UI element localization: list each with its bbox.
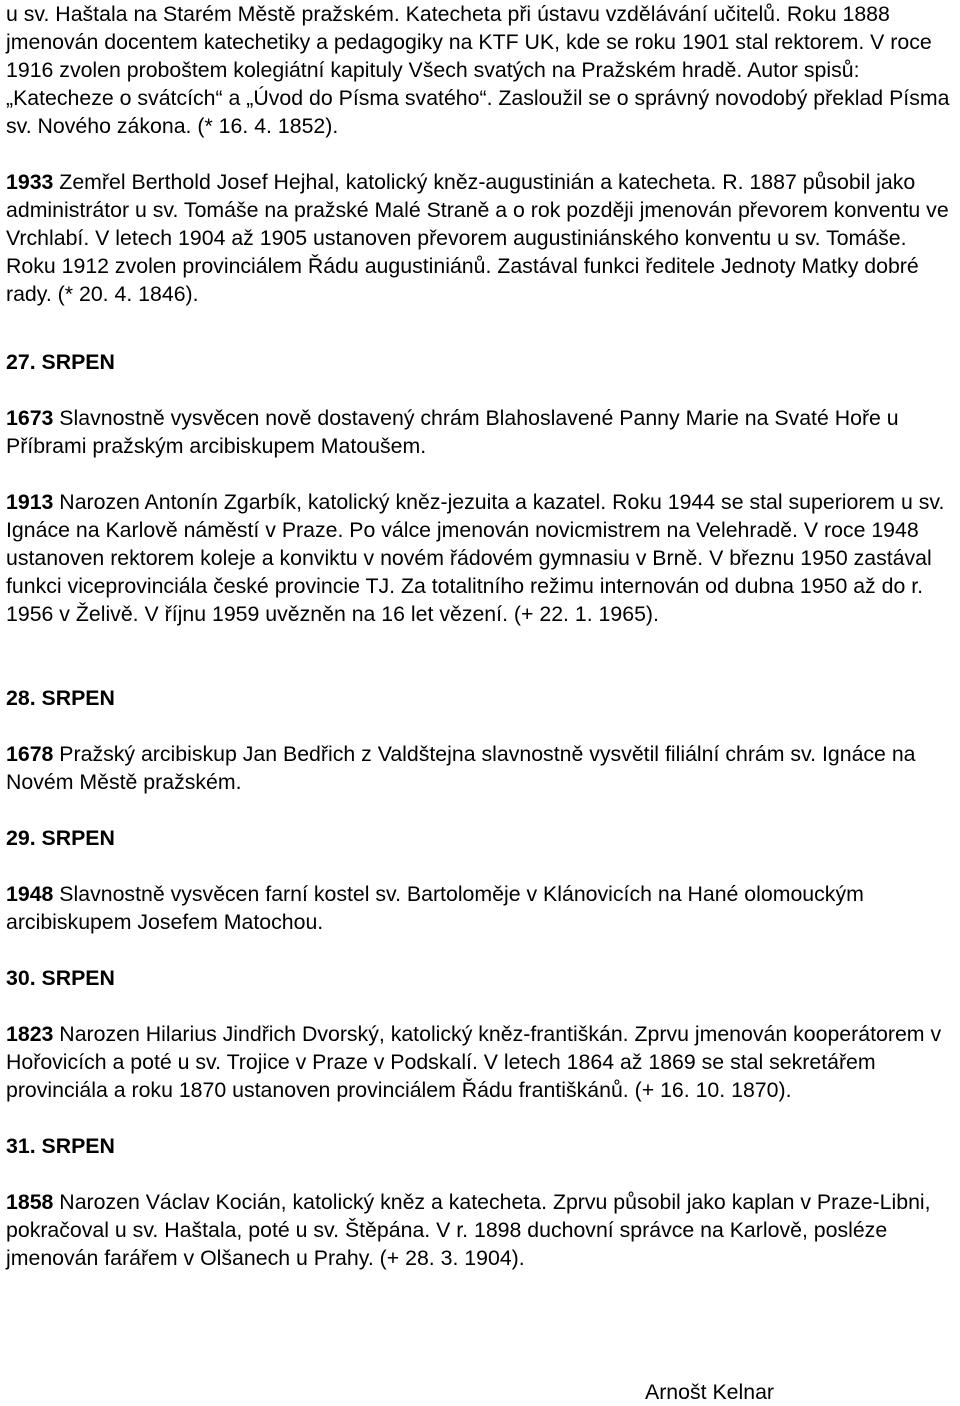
heading-27-srpen: 27. SRPEN xyxy=(6,350,115,374)
entry-text: Pražský arcibiskup Jan Bedřich z Valdštejna slavnostně vysvětil filiální chrám sv. Ignáce na Novém Městě pražském. xyxy=(6,742,916,794)
entry-1933 xyxy=(6,168,958,308)
entry-year: 1933 xyxy=(6,170,54,194)
heading-28-srpen: 28. SRPEN xyxy=(6,686,115,710)
document-page xyxy=(6,0,958,1272)
entry-1823 xyxy=(6,1020,958,1104)
entry-year: 1673 xyxy=(6,406,54,430)
heading-31-srpen: 31. SRPEN xyxy=(6,1134,115,1158)
entry-1913 xyxy=(6,488,958,628)
entry-1948 xyxy=(6,880,958,936)
entry-year: 1858 xyxy=(6,1190,54,1214)
entry-year: 1678 xyxy=(6,742,54,766)
entry-year: 1823 xyxy=(6,1022,54,1046)
entry-text: Slavnostně vysvěcen farní kostel sv. Bartoloměje v Klánovicích na Hané olomouckým arcibiskupem Josefem Matochou. xyxy=(6,882,864,934)
entry-1678 xyxy=(6,740,958,796)
heading-30-srpen: 30. SRPEN xyxy=(6,966,115,990)
entry-year: 1913 xyxy=(6,490,54,514)
intro-paragraph: u sv. Haštala na Starém Městě pražském. Katecheta při ústavu vzdělávání učitelů. Roku 1888 jmenován docentem katechetiky a pedagogiky na KTF UK, kde se roku 1901 stal rektorem. V roce 1916 zvolen proboštem kolegiátní kapituly Všech svatých na Pražském hradě. Autor spisů: „Katecheze o svátcích“ a „Úvod do Písma svatého“. Zasloužil se o správný novodobý překlad Písma sv. Nového zákona. (* 16. 4. 1852). xyxy=(6,2,950,138)
entry-1673 xyxy=(6,404,958,460)
heading-29-srpen: 29. SRPEN xyxy=(6,826,115,850)
entry-text: Narozen Václav Kocián, katolický kněz a katecheta. Zprvu působil jako kaplan v Praze-Libni, pokračoval u sv. Haštala, poté u sv. Štěpána. V r. 1898 duchovní správce na Karlově, posléze jmenován farářem v Olšanech u Prahy. (+ 28. 3. 1904). xyxy=(6,1190,931,1270)
entry-text: Zemřel Berthold Josef Hejhal, katolický kněz-augustinián a katecheta. R. 1887 působil jako administrátor u sv. Tomáše na pražské Malé Straně a o rok později jmenován převorem konventu ve Vrchlabí. V letech 1904 až 1905 ustanoven převorem augustiniánského konventu u sv. Tomáše. Roku 1912 zvolen provinciálem Řádu augustiniánů. Zastával funkci ředitele Jednoty Matky dobré rady. (* 20. 4. 1846). xyxy=(6,170,949,306)
entry-text: Slavnostně vysvěcen nově dostavený chrám Blahoslavené Panny Marie na Svaté Hoře u Příbrami pražským arcibiskupem Matoušem. xyxy=(6,406,899,458)
author-signature: Arnošt Kelnar xyxy=(645,1380,775,1404)
entry-1858 xyxy=(6,1188,958,1272)
entry-text: Narozen Hilarius Jindřich Dvorský, katolický kněz-františkán. Zprvu jmenován kooperátorem v Hořovicích a poté u sv. Trojice v Praze v Podskalí. V letech 1864 až 1869 se stal sekretářem provinciála a roku 1870 ustanoven provinciálem Řádu františkánů. (+ 16. 10. 1870). xyxy=(6,1022,942,1102)
entry-year: 1948 xyxy=(6,882,54,906)
entry-text: Narozen Antonín Zgarbík, katolický kněz-jezuita a kazatel. Roku 1944 se stal superiorem u sv. Ignáce na Karlově náměstí v Praze. Po válce jmenován novicmistrem na Velehradě. V roce 1948 ustanoven rektorem koleje a konviktu v novém řádovém gymnasiu v Brně. V březnu 1950 zastával funkci viceprovinciála české provincie TJ. Za totalitního režimu internován od dubna 1950 až do r. 1956 v Želivě. V říjnu 1959 uvězněn na 16 let vězení. (+ 22. 1. 1965). xyxy=(6,490,945,626)
